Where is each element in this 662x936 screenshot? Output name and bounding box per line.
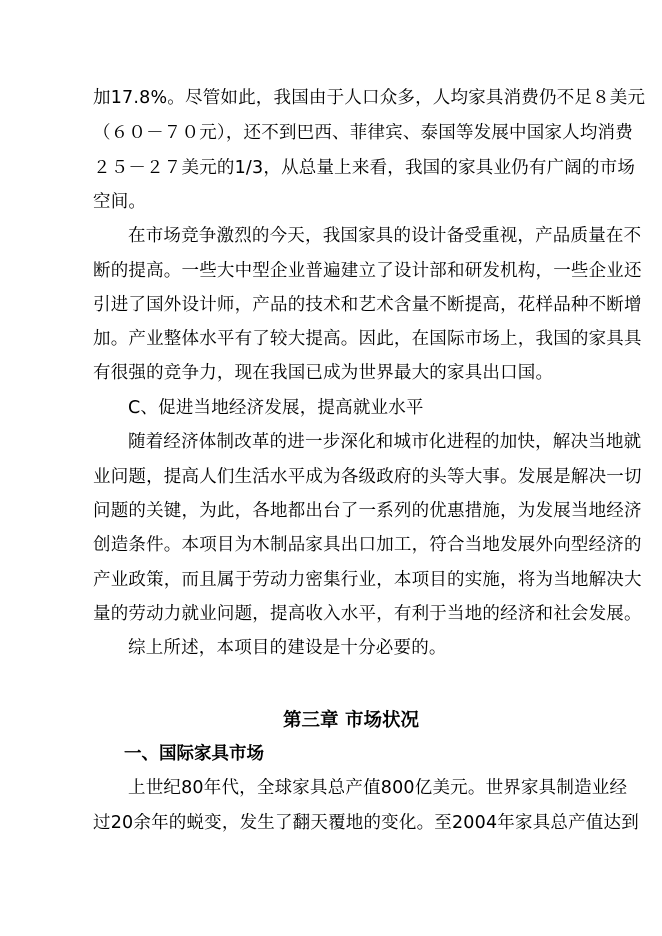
chapter-title: 第三章 市场状况 xyxy=(283,710,419,731)
paragraph-line: 断的提高。一些大中型企业普遍建立了设计部和研发机构，一些企业还 xyxy=(93,261,642,281)
paragraph-line: 空间。 xyxy=(93,192,147,212)
list-item-heading: C、促进当地经济发展，提高就业水平 xyxy=(128,398,424,418)
section-title: 一、国际家具市场 xyxy=(124,744,264,764)
paragraph-line: 上世纪80年代，全球家具总产值800亿美元。世界家具制造业经 xyxy=(128,778,628,798)
paragraph-line: 产业政策，而且属于劳动力密集行业，本项目的实施，将为当地解决大 xyxy=(93,570,642,590)
paragraph-line: 在市场竞争激烈的今天，我国家具的设计备受重视，产品质量在不 xyxy=(128,226,642,246)
paragraph-line: （６０－７０元），还不到巴西、菲律宾、泰国等发展中国家人均消费 xyxy=(93,123,633,143)
paragraph-line: 业问题，提高人们生活水平成为各级政府的头等大事。发展是解决一切 xyxy=(93,467,642,487)
paragraph-line: 量的劳动力就业问题，提高收入水平，有利于当地的经济和社会发展。 xyxy=(93,604,642,624)
paragraph-line: 引进了国外设计师，产品的技术和艺术含量不断提高，花样品种不断增 xyxy=(93,295,642,315)
paragraph-line: ２５－２７美元的1/3，从总量上来看，我国的家具业仍有广阔的市场 xyxy=(93,158,636,178)
paragraph-line: 随着经济体制改革的进一步深化和城市化进程的加快，解决当地就 xyxy=(128,432,642,452)
paragraph-line: 加。产业整体水平有了较大提高。因此，在国际市场上，我国的家具具 xyxy=(93,329,642,349)
paragraph-line: 过20余年的蜕变，发生了翻天覆地的变化。至2004年家具总产值达到 xyxy=(93,813,639,833)
paragraph-line: 创造条件。本项目为木制品家具出口加工，符合当地发展外向型经济的 xyxy=(93,535,642,555)
paragraph-line: 问题的关键，为此，各地都出台了一系列的优惠措施，为发展当地经济 xyxy=(93,501,642,521)
paragraph-line: 加17.8%。尽管如此，我国由于人口众多，人均家具消费仍不足８美元 xyxy=(93,88,646,108)
conclusion-line: 综上所述，本项目的建设是十分必要的。 xyxy=(128,638,447,658)
paragraph-line: 有很强的竞争力，现在我国已成为世界最大的家具出口国。 xyxy=(93,363,554,383)
